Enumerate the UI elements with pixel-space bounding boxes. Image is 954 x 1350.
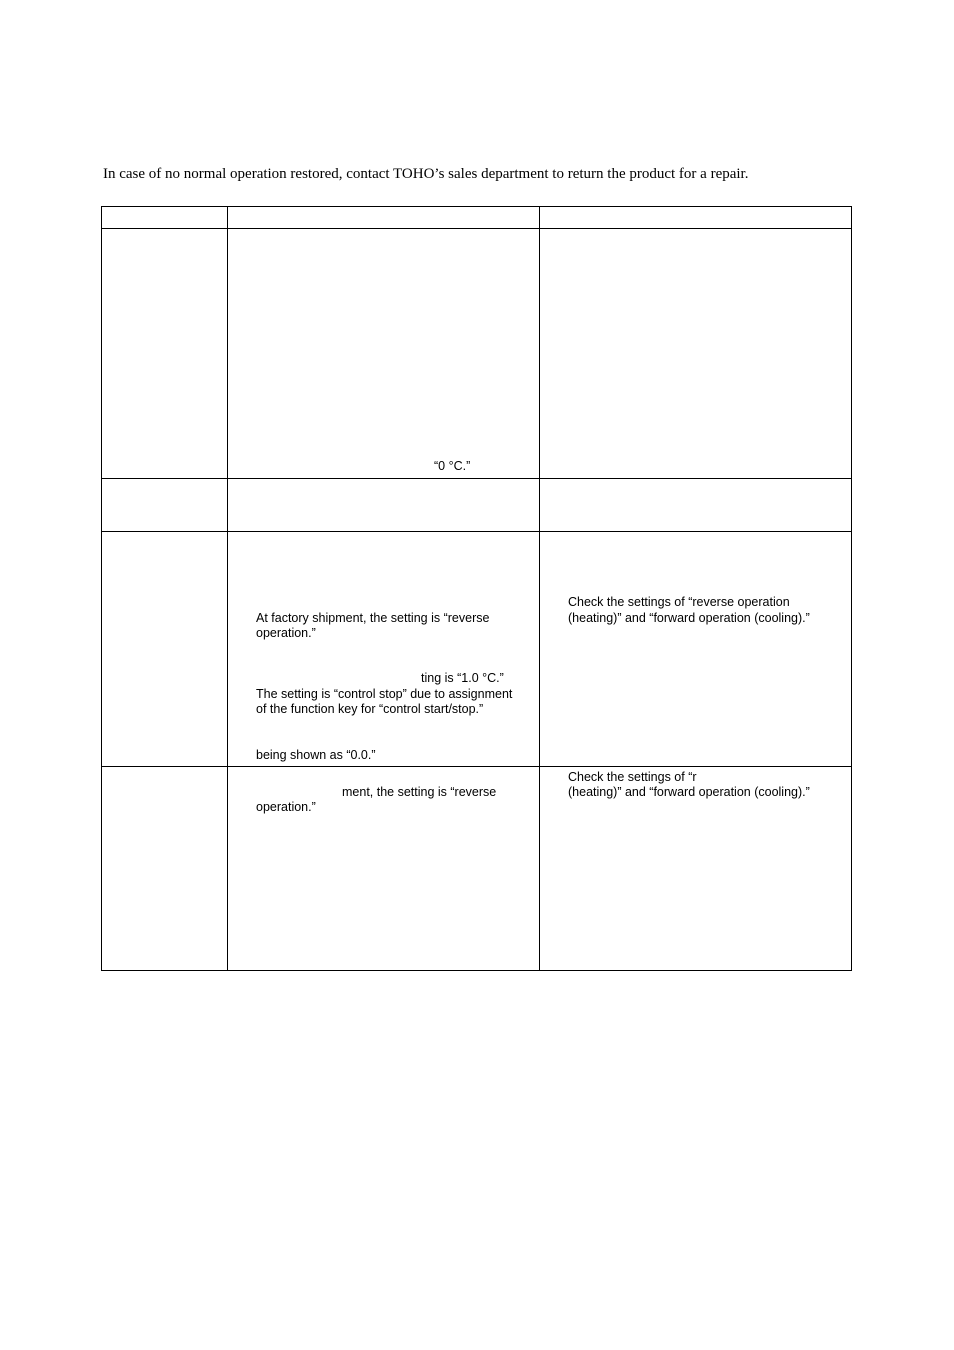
row-3-cause-line: being shown as “0.0.” bbox=[256, 748, 376, 762]
column-2-divider bbox=[539, 206, 540, 971]
row-3-remedy-line: Check the settings of “reverse operation bbox=[568, 595, 790, 609]
row-3-border bbox=[101, 766, 852, 767]
row-4-cause-line: operation.” bbox=[256, 800, 316, 814]
table-right-border bbox=[851, 206, 852, 971]
row-3-remedy-line: (heating)” and “forward operation (cooling).” bbox=[568, 611, 810, 625]
row-1-border bbox=[101, 478, 852, 479]
column-1-divider bbox=[227, 206, 228, 971]
row-3-cause-line: of the function key for “control start/stop.” bbox=[256, 702, 484, 716]
row-1-cause-text: “0 °C.” bbox=[434, 459, 471, 473]
row-3-cause-line: ting is “1.0 °C.” bbox=[421, 671, 504, 685]
troubleshooting-table bbox=[101, 206, 852, 971]
intro-text: In case of no normal operation restored, contact TOHO’s sales department to return the product for a repair. bbox=[103, 166, 749, 182]
row-3-cause-line: The setting is “control stop” due to assignment bbox=[256, 687, 513, 701]
row-4-remedy-line: Check the settings of “r bbox=[568, 770, 697, 784]
table-bottom-border bbox=[101, 970, 852, 971]
table-top-border bbox=[101, 206, 852, 207]
row-3-cause-line: operation.” bbox=[256, 626, 316, 640]
row-3-cause-line: At factory shipment, the setting is “reverse bbox=[256, 611, 490, 625]
header-row-border bbox=[101, 228, 852, 229]
row-4-remedy-line: (heating)” and “forward operation (cooling).” bbox=[568, 785, 810, 799]
row-2-border bbox=[101, 531, 852, 532]
row-4-cause-line: ment, the setting is “reverse bbox=[342, 785, 497, 799]
table-left-border bbox=[101, 206, 102, 971]
